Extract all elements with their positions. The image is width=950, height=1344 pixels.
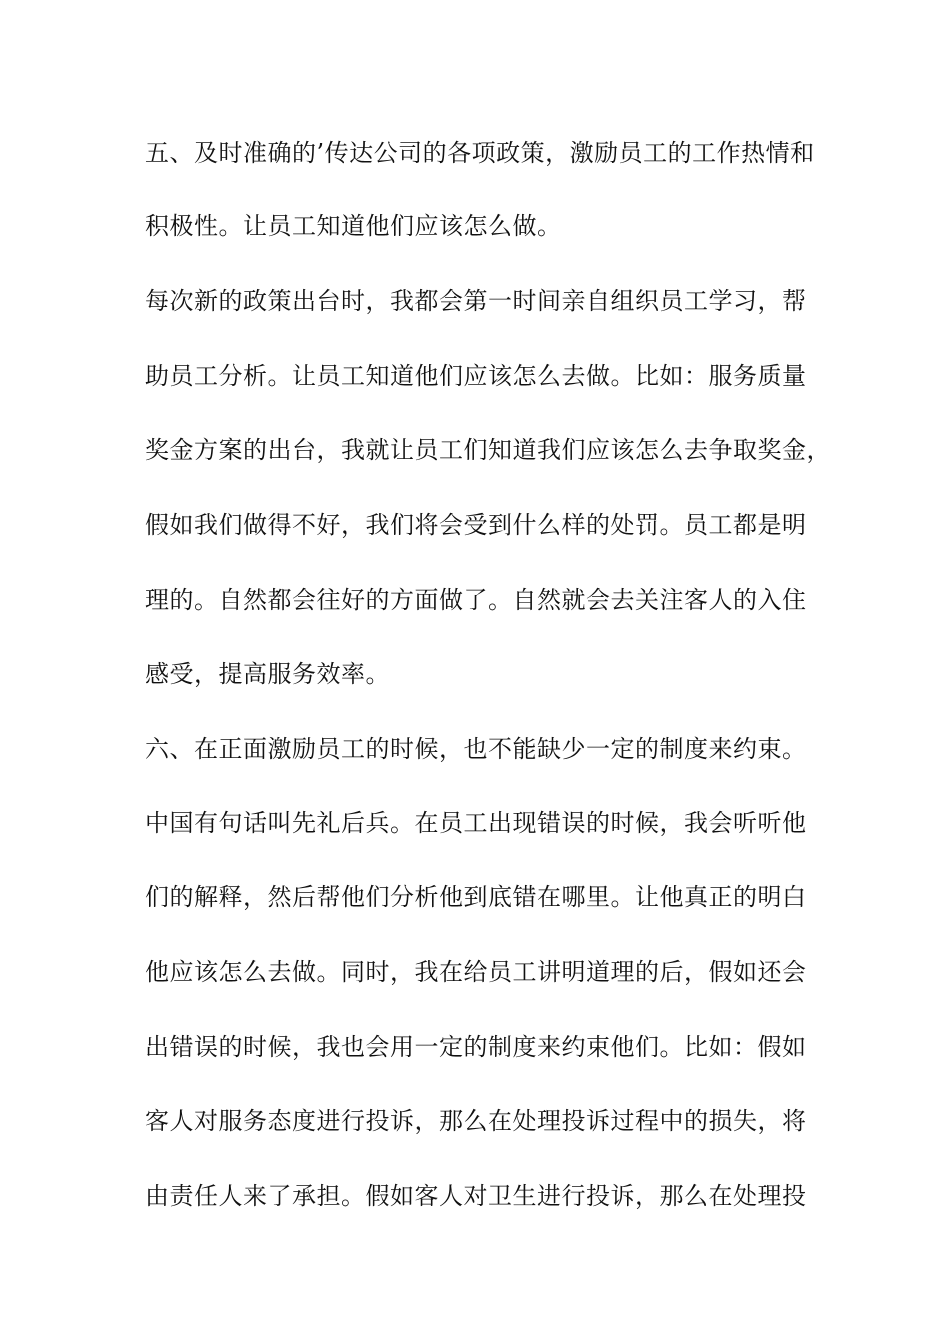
text-line: 积极性。让员工知道他们应该怎么做。 — [145, 212, 562, 240]
text-line: 奖金方案的出台，我就让员工们知道我们应该怎么去争取奖金， — [145, 436, 831, 464]
text-line: 六、在正面激励员工的时候，也不能缺少一定的制度来约束。 — [145, 735, 807, 763]
text-line: 中国有句话叫先礼后兵。在员工出现错误的时候，我会听听他 — [145, 809, 807, 837]
text-line: 们的解释，然后帮他们分析他到底错在哪里。让他真正的明白 — [145, 883, 807, 911]
text-line: 假如我们做得不好，我们将会受到什么样的处罚。员工都是明 — [145, 511, 807, 539]
text-line: 由责任人来了承担。假如客人对卫生进行投诉，那么在处理投 — [145, 1182, 807, 1210]
text-line: 感受，提高服务效率。 — [145, 660, 390, 688]
text-line: 他应该怎么去做。同时，我在给员工讲明道理的后，假如还会 — [145, 958, 807, 986]
text-line: 助员工分析。让员工知道他们应该怎么去做。比如：服务质量 — [145, 362, 807, 390]
text-line: 每次新的政策出台时，我都会第一时间亲自组织员工学习，帮 — [145, 287, 807, 315]
text-line: 五、及时准确的’传达公司的各项政策，激励员工的工作热情和 — [145, 139, 815, 167]
text-line: 客人对服务态度进行投诉，那么在处理投诉过程中的损失，将 — [145, 1107, 807, 1135]
text-line: 出错误的时候，我也会用一定的制度来约束他们。比如：假如 — [145, 1033, 807, 1061]
text-line: 理的。自然都会往好的方面做了。自然就会去关注客人的入住 — [145, 586, 807, 614]
